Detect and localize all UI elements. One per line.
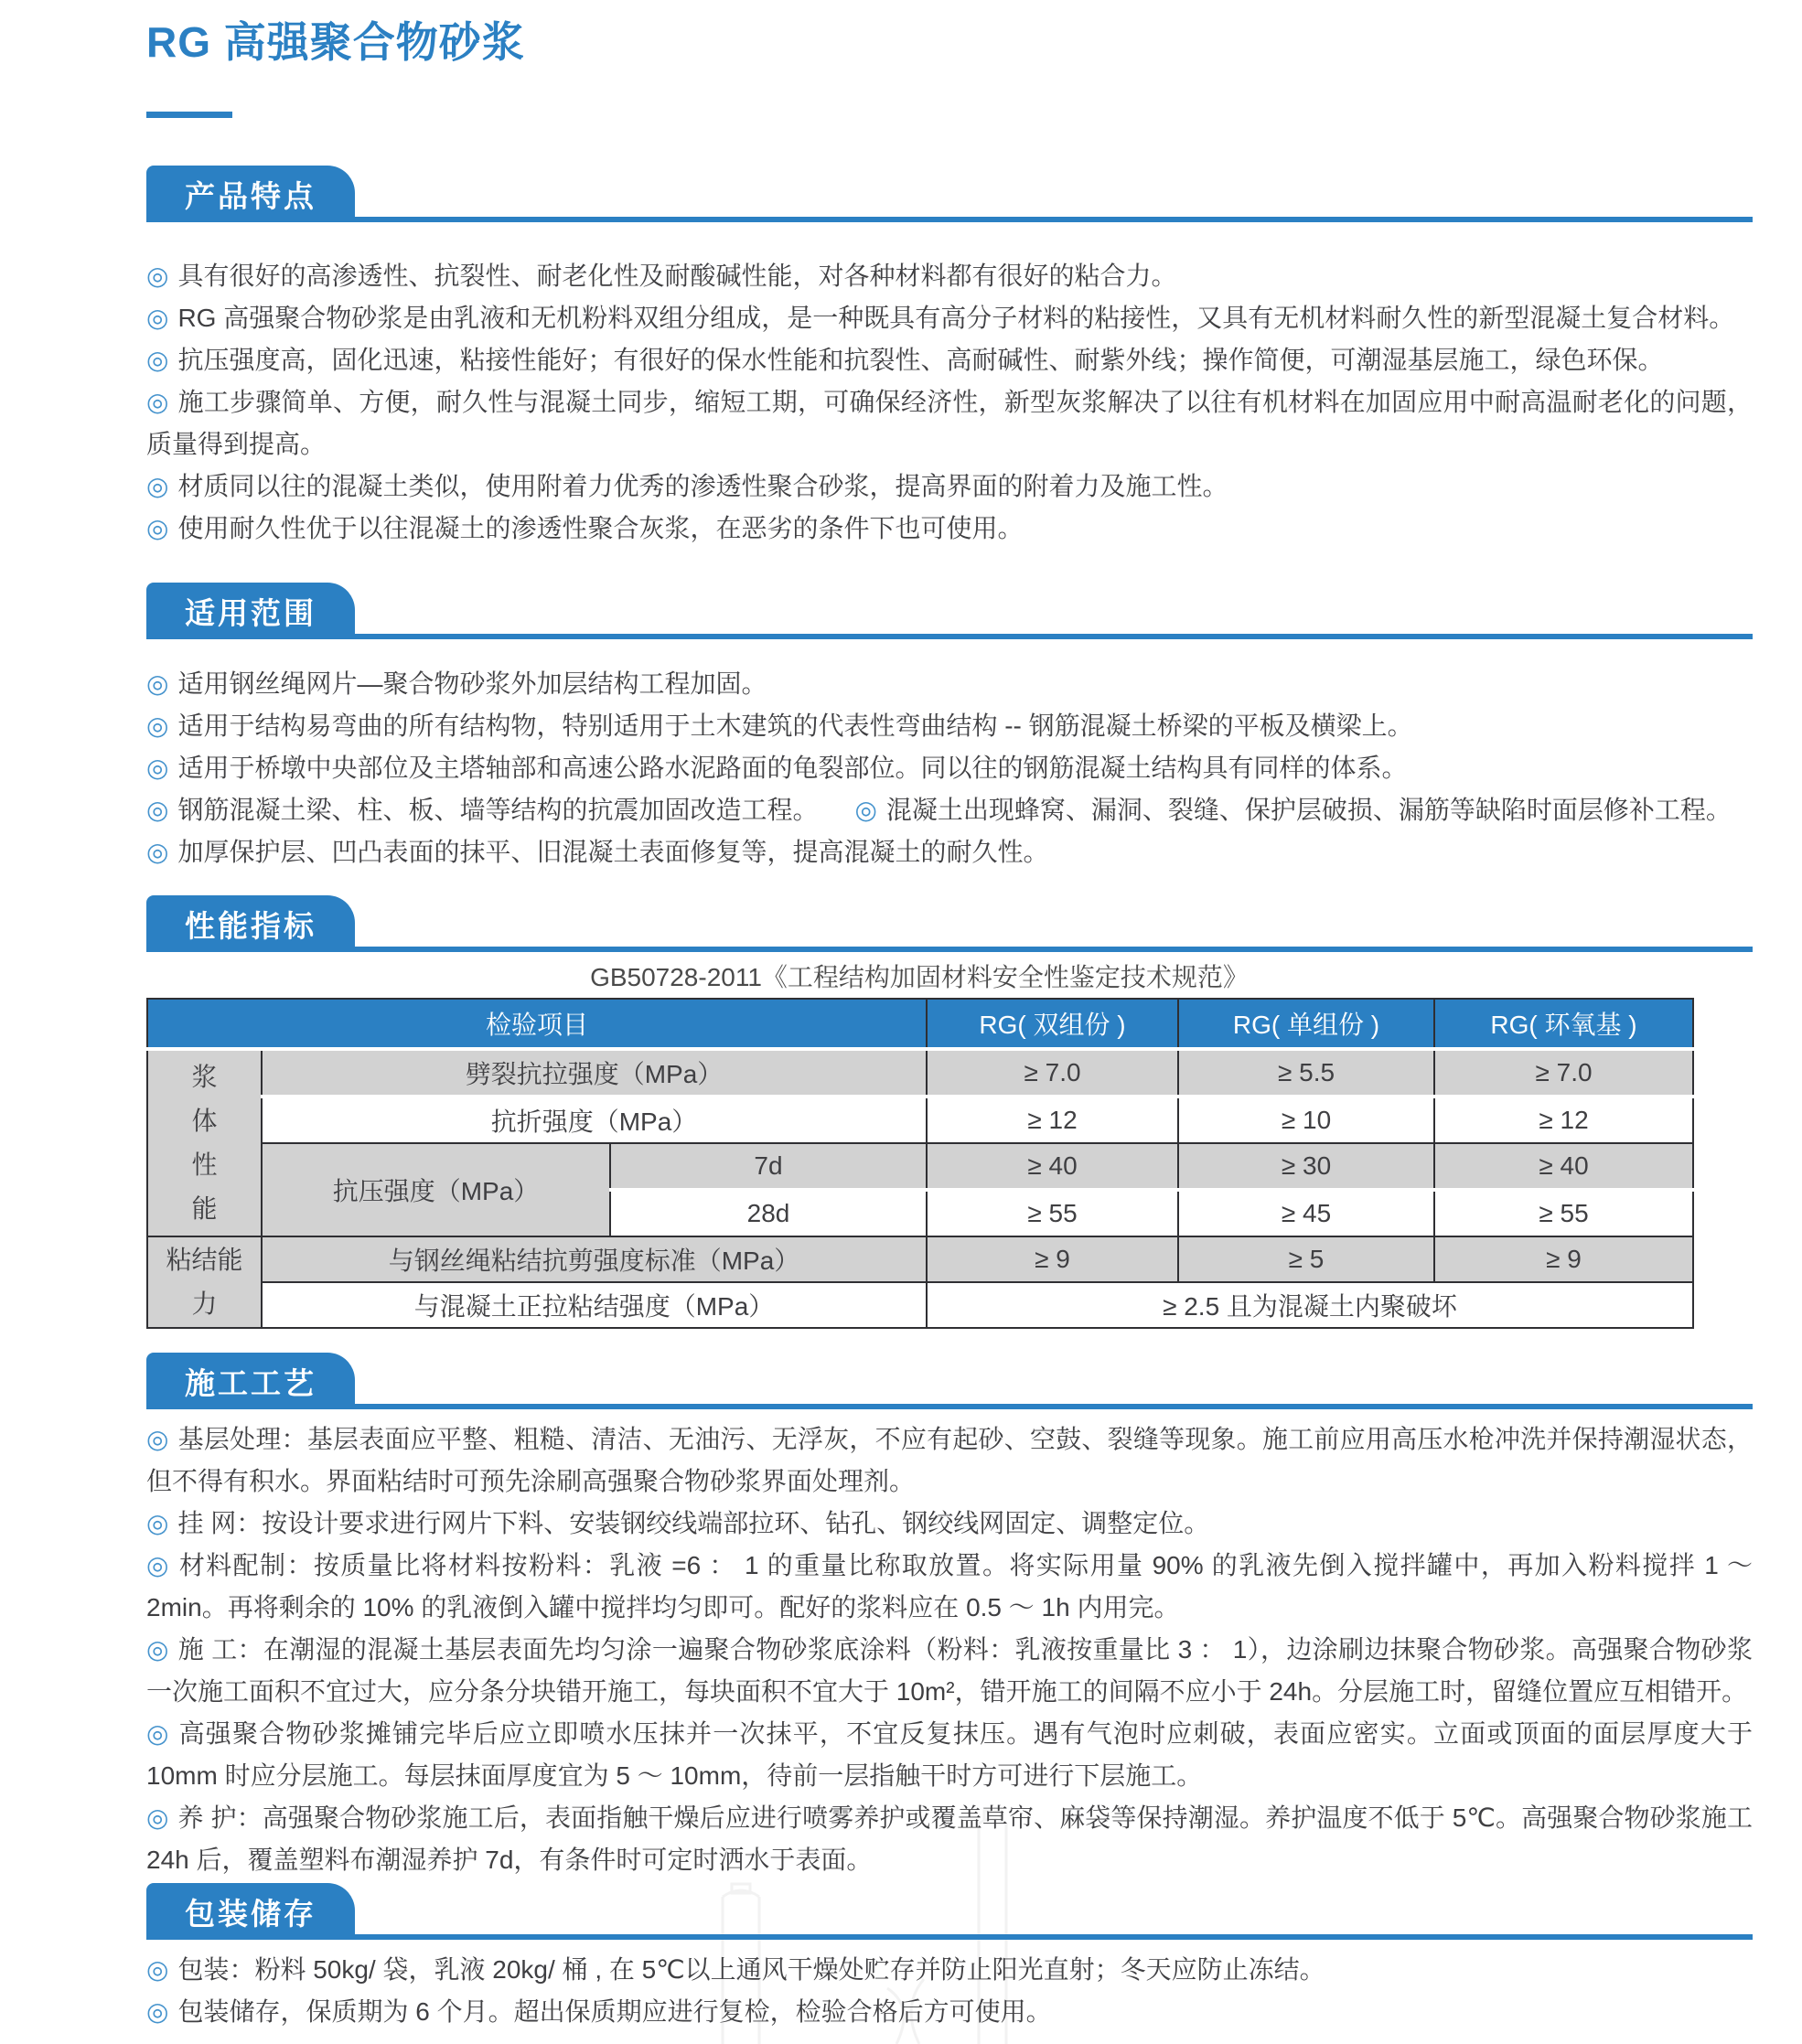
bullet-text: 高强聚合物砂浆摊铺完毕后应立即喷水压抹并一次抹平，不宜反复抹压。遇有气泡时应刺破，表面应密实。立面或顶面的面层厚度大于 10mm 时应分层施工。每层抹面厚度宜为 5 ～ 10mm，待前一层指触干时方可进行下层施工。 [146,1719,1754,1790]
bullet-icon: ◎ [146,838,169,866]
bullet-icon: ◎ [146,1425,169,1453]
list-item [146,255,1753,297]
section-badge-features: 产品特点 [146,166,355,222]
table-row [147,1282,1693,1328]
list-item [146,466,1753,508]
section-rule [146,217,1753,222]
section-rule [146,1934,1753,1940]
bullet-text: 材料配制：按质量比将材料按粉料：乳液 =6 ： 1 的重量比称取放置。将实际用量 90% 的乳液先倒入搅拌罐中，再加入粉料搅拌 1 ～ 2min。再将剩余的 10% 的乳液倒入罐中搅拌均匀即可。配好的浆料应在 0.5 ～ 1h 内用完。 [146,1551,1753,1621]
bullet-icon: ◎ [854,796,877,824]
table-cell-value: ≥ 30 [1178,1143,1434,1190]
list-item [146,747,1753,789]
list-item [146,1797,1753,1881]
packaging-list [146,1949,1753,2033]
section-header [146,1353,1753,1409]
table-cell-value: ≥ 55 [927,1190,1178,1236]
performance-table [146,998,1694,1329]
bullet-icon: ◎ [146,1719,170,1748]
table-cell-sub: 7d [610,1143,927,1190]
table-cell-value: ≥ 12 [927,1097,1178,1143]
list-item [146,1629,1753,1713]
bullet-icon: ◎ [146,262,169,290]
features-list [146,255,1753,550]
section-features [146,166,1753,550]
table-cell-name: 与钢丝绳粘结抗剪强度标准（MPa） [262,1236,927,1282]
bullet-icon: ◎ [146,712,169,740]
section-header [146,166,1753,222]
bullet-icon: ◎ [146,754,169,782]
process-list [146,1418,1753,1881]
section-rule [146,634,1753,639]
bullet-text: 挂 网：按设计要求进行网片下料、安装钢绞线端部拉环、钻孔、钢绞线网固定、调整定位。 [177,1509,1210,1537]
scope-list [146,663,1753,873]
bullet-icon: ◎ [146,796,169,824]
list-item [146,297,1753,339]
table-cell-value: ≥ 40 [1434,1143,1693,1190]
table-header-row [147,999,1693,1049]
bullet-text: 基层处理：基层表面应平整、粗糙、清洁、无油污、无浮灰，不应有起砂、空鼓、裂缝等现象。施工前应用高压水枪冲洗并保持潮湿状态，但不得有积水。界面粘结时可预先涂刷高强聚合物砂浆界面处理剂。 [146,1425,1753,1495]
bullet-icon: ◎ [146,1803,169,1832]
table-cell-name: 抗压强度（MPa） [262,1143,610,1236]
section-scope [146,583,1753,873]
list-item [146,1545,1753,1629]
list-item [146,705,1753,747]
table-header-rg-two: RG( 双组份 ) [927,999,1178,1049]
bullet-icon: ◎ [146,1509,169,1537]
bullet-text: 抗压强度高，固化迅速，粘接性能好；有很好的保水性能和抗裂性、高耐碱性、耐紫外线；操作简便，可潮湿基层施工，绿色环保。 [177,346,1664,374]
table-cell-name: 劈裂抗拉强度（MPa） [262,1049,927,1097]
table-header-rg-epoxy: RG( 环氧基 ) [1434,999,1693,1049]
list-item [146,339,1753,381]
table-cell-value: ≥ 5 [1178,1236,1434,1282]
title-underline [146,112,232,118]
section-header [146,895,1753,952]
list-item [146,1949,1753,1991]
table-cell-value: ≥ 12 [1434,1097,1693,1143]
group-label-slurry: 浆 体 性 能 [147,1049,262,1236]
bullet-text: 材质同以往的混凝土类似，使用附着力优秀的渗透性聚合砂浆，提高界面的附着力及施工性。 [177,472,1228,500]
bullet-icon: ◎ [146,388,169,416]
bullet-text: 适用钢丝绳网片—聚合物砂浆外加层结构工程加固。 [177,669,767,698]
section-process [146,1353,1753,1881]
bullet-icon: ◎ [146,1955,169,1984]
list-item [146,381,1753,466]
section-rule [146,947,1753,952]
table-cell-value: ≥ 55 [1434,1190,1693,1236]
table-row [147,1049,1693,1097]
bullet-text: 包装储存，保质期为 6 个月。超出保质期应进行复检，检验合格后方可使用。 [177,1997,1052,2026]
list-item [146,1713,1753,1797]
table-header-item: 检验项目 [147,999,927,1049]
section-rule [146,1404,1753,1409]
list-item-dual [146,789,1753,831]
bullet-icon: ◎ [146,1997,169,2026]
bullet-text: 混凝土出现蜂窝、漏洞、裂缝、保护层破损、漏筋等缺陷时面层修补工程。 [885,796,1732,824]
table-cell-value: ≥ 9 [927,1236,1178,1282]
list-item [146,831,1753,873]
table-cell-value: ≥ 7.0 [927,1049,1178,1097]
list-item [146,1418,1753,1503]
bullet-icon: ◎ [146,304,169,332]
table-cell-sub: 28d [610,1190,927,1236]
section-badge-process: 施工工艺 [146,1353,355,1409]
section-badge-packaging: 包装储存 [146,1883,355,1940]
bullet-icon: ◎ [146,1551,170,1579]
table-cell-value: ≥ 40 [927,1143,1178,1190]
table-row [147,1143,1693,1190]
list-item [146,1991,1753,2033]
section-packaging [146,1883,1753,2033]
table-title: GB50728-2011《工程结构加固材料安全性鉴定技术规范》 [590,963,1249,991]
page [0,13,1802,2033]
list-item [146,508,1753,550]
bullet-text: 施工步骤简单、方便，耐久性与混凝土同步，缩短工期，可确保经济性，新型灰浆解决了以往有机材料在加固应用中耐高温耐老化的问题，质量得到提高。 [146,388,1753,458]
section-badge-scope: 适用范围 [146,583,355,639]
table-row [147,1236,1693,1282]
section-badge-performance: 性能指标 [146,895,355,952]
bullet-icon: ◎ [146,669,169,698]
bullet-text: 加厚保护层、凹凸表面的抹平、旧混凝土表面修复等，提高混凝土的耐久性。 [177,838,1049,866]
table-cell-value: ≥ 7.0 [1434,1049,1693,1097]
table-cell-value: ≥ 10 [1178,1097,1434,1143]
list-item [146,1503,1753,1545]
bullet-text: 钢筋混凝土梁、柱、板、墙等结构的抗震加固改造工程。 [177,796,819,824]
bullet-icon: ◎ [146,514,169,542]
section-header [146,1883,1753,1940]
bullet-text: 适用于结构易弯曲的所有结构物，特别适用于土木建筑的代表性弯曲结构 -- 钢筋混凝土桥梁的平板及横梁上。 [177,712,1413,740]
table-header-rg-one: RG( 单组份 ) [1178,999,1434,1049]
bullet-text: 包装：粉料 50kg/ 袋，乳液 20kg/ 桶 , 在 5℃以上通风干燥处贮存并防止阳光直射；冬天应防止冻结。 [177,1955,1325,1984]
table-cell-value: ≥ 45 [1178,1190,1434,1236]
bullet-text: 适用于桥墩中央部位及主塔轴部和高速公路水泥路面的龟裂部位。同以往的钢筋混凝土结构具有同样的体系。 [177,754,1408,782]
table-row [147,1097,1693,1143]
bullet-text: 使用耐久性优于以往混凝土的渗透性聚合灰浆，在恶劣的条件下也可使用。 [177,514,1024,542]
table-cell-value-span: ≥ 2.5 且为混凝土内聚破坏 [927,1282,1693,1328]
bullet-icon: ◎ [146,472,169,500]
bullet-text: 具有很好的高渗透性、抗裂性、耐老化性及耐酸碱性能，对各种材料都有很好的粘合力。 [177,262,1177,290]
group-label-bond: 粘结能 力 [147,1236,262,1328]
table-cell-name: 与混凝土正拉粘结强度（MPa） [262,1282,927,1328]
list-item [146,663,1753,705]
bullet-text: 养 护：高强聚合物砂浆施工后，表面指触干燥后应进行喷雾养护或覆盖草帘、麻袋等保持潮湿。养护温度不低于 5℃。高强聚合物砂浆施工 24h 后，覆盖塑料布潮湿养护 7d，有条件时可定时洒水于表面。 [146,1803,1753,1874]
section-header [146,583,1753,639]
bullet-icon: ◎ [146,346,169,374]
bullet-icon: ◎ [146,1635,169,1664]
table-cell-name: 抗折强度（MPa） [262,1097,927,1143]
table-cell-value: ≥ 9 [1434,1236,1693,1282]
bullet-text: 施 工：在潮湿的混凝土基层表面先均匀涂一遍聚合物砂浆底涂料（粉料：乳液按重量比 3 ： 1），边涂刷边抹聚合物砂浆。高强聚合物砂浆一次施工面积不宜过大，应分条分块错开施工，每块面积不宜大于 10m²，错开施工的间隔不应小于 24h。分层施工时，留缝位置应互相错开。 [146,1635,1753,1706]
table-cell-value: ≥ 5.5 [1178,1049,1434,1097]
page-title: RG 高强聚合物砂浆 [146,18,525,66]
section-performance [146,895,1753,1329]
bullet-text: RG 高强聚合物砂浆是由乳液和无机粉料双组分组成，是一种既具有高分子材料的粘接性，又具有无机材料耐久性的新型混凝土复合材料。 [177,304,1735,332]
